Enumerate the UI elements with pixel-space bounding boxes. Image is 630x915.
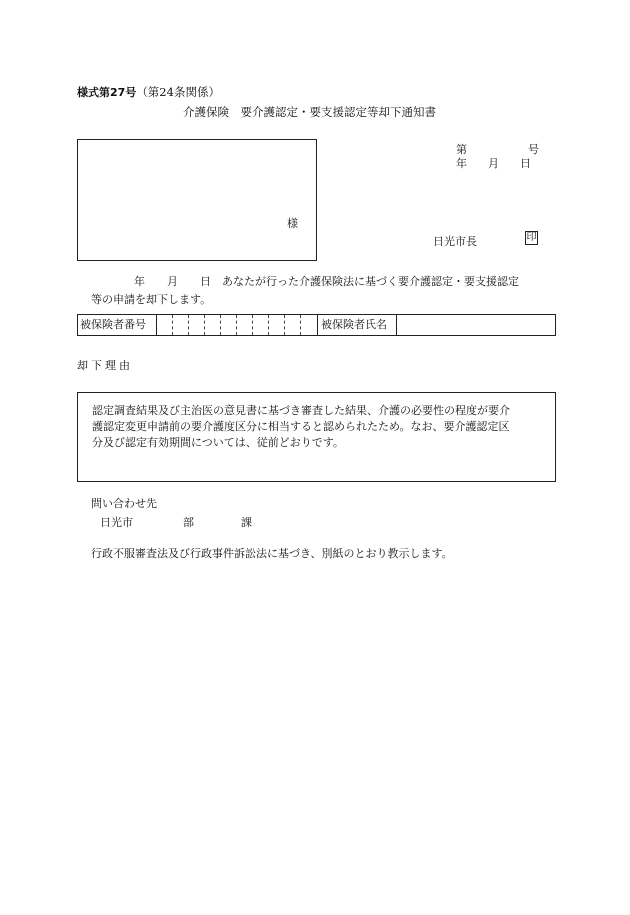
table-divider [156, 315, 157, 335]
recipient-honorific: 様 [287, 217, 298, 230]
insured-number-label: 被保険者番号 [80, 318, 146, 331]
contact-dept-unit: 部 [183, 516, 194, 529]
digit-separator [236, 315, 237, 335]
body-text-line-1: 年 月 日 あなたが行った介護保険法に基づく要介護認定・要支援認定 [134, 275, 519, 288]
document-number-suffix: 号 [528, 143, 539, 156]
digit-separator [284, 315, 285, 335]
document-title: 介護保険 要介護認定・要支援認定等却下通知書 [183, 105, 436, 119]
issue-date-month: 月 [488, 157, 499, 170]
contact-label: 問い合わせ先 [91, 497, 157, 510]
reason-box [77, 392, 556, 482]
insured-info-table [77, 314, 556, 336]
reason-heading: 却下理由 [77, 359, 133, 372]
digit-separator [268, 315, 269, 335]
appeal-notice: 行政不服審査法及び行政事件訴訟法に基づき、別紙のとおり教示します。 [91, 547, 453, 560]
contact-section-unit: 課 [241, 516, 252, 529]
reason-line: 護認定変更申請前の要介護度区分に相当すると認められたため。なお、要介護認定区 [92, 420, 510, 433]
digit-separator [204, 315, 205, 335]
insured-name-label: 被保険者氏名 [321, 318, 387, 331]
document-number-prefix: 第 [456, 143, 467, 156]
issue-date-day: 日 [520, 157, 531, 170]
form-number: 様式第27号 [77, 86, 137, 99]
issue-date [456, 155, 531, 171]
table-divider [317, 315, 318, 335]
body-text-line-2: 等の申請を却下します。 [91, 293, 212, 306]
digit-separator [172, 315, 173, 335]
digit-separator [220, 315, 221, 335]
table-divider [396, 315, 397, 335]
reason-line: 分及び認定有効期間については、従前どおりです。 [92, 436, 344, 449]
form-relation: （第24条関係） [136, 85, 220, 99]
issue-date-year: 年 [456, 157, 467, 170]
digit-separator [188, 315, 189, 335]
digit-separator [252, 315, 253, 335]
reason-line: 認定調査結果及び主治医の意見書に基づき審査した結果、介護の必要性の程度が要介 [92, 404, 510, 417]
official-seal: 印 [526, 232, 537, 243]
issuer-name: 日光市長 [433, 235, 477, 248]
recipient-address-box [77, 139, 317, 261]
digit-separator [300, 315, 301, 335]
contact-department [100, 514, 252, 530]
contact-city: 日光市 [100, 516, 133, 529]
form-number-line [77, 84, 220, 100]
